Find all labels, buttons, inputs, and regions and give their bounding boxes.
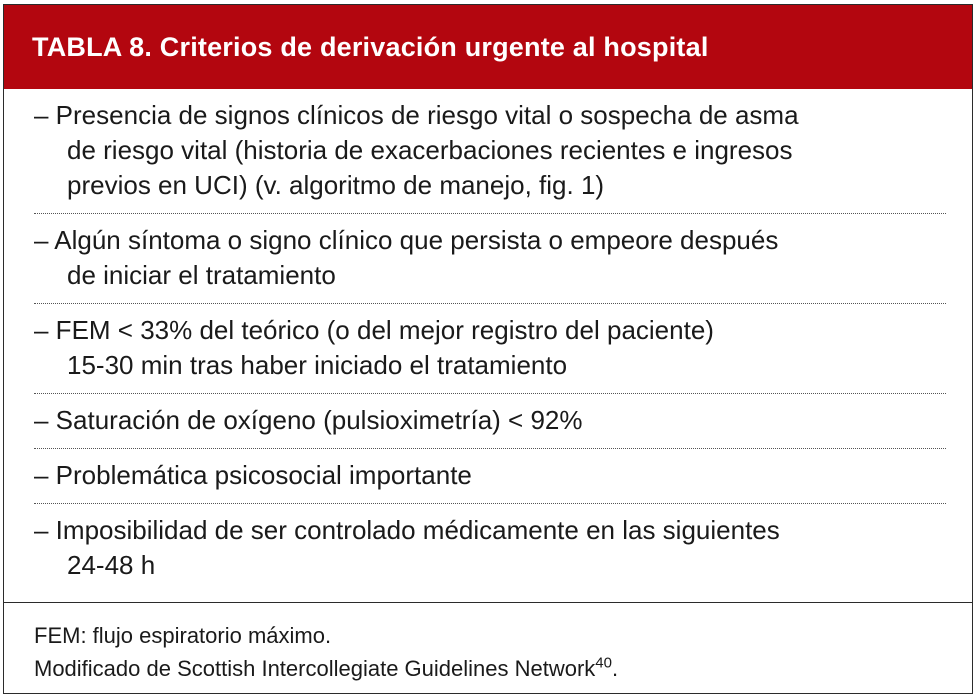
criteria-row [34,89,946,214]
row-text: – Imposibilidad de ser controlado médicamente en las siguientes [34,515,780,545]
row-text: de riesgo vital (historia de exacerbaciones recientes e ingresos [67,135,793,165]
row-text: 15-30 min tras haber iniciado el tratamiento [67,350,568,380]
row-text: – Algún síntoma o signo clínico que persista o empeore después [34,225,779,255]
row-text: – Saturación de oxígeno (pulsioximetría) < 92% [34,405,583,435]
source-text: Modificado de Scottish Intercollegiate Guidelines Network [34,656,596,681]
criteria-row [34,394,946,449]
row-text: previos en UCI) (v. algoritmo de manejo, fig. 1) [67,170,605,200]
source-note [34,652,972,685]
table-rows [4,89,972,593]
abbreviation-note: FEM: flujo espiratorio máximo. [34,623,332,648]
row-text: – FEM < 33% del teórico (o del mejor registro del paciente) [34,315,714,345]
criteria-row [34,504,946,593]
source-end: . [611,656,619,681]
table-title: TABLA 8. Criterios de derivación urgente al hospital [32,31,709,62]
row-text: de iniciar el tratamiento [67,260,336,290]
table-header [4,5,972,89]
criteria-row [34,304,946,394]
row-text: – Presencia de signos clínicos de riesgo vital o sospecha de asma [34,100,799,130]
criteria-table [3,4,973,694]
row-text: – Problemática psicosocial importante [34,460,472,490]
table-footer [4,602,972,693]
row-text: 24-48 h [67,550,156,580]
source-reference: 40 [595,654,612,672]
criteria-row [34,214,946,304]
criteria-row [34,449,946,504]
